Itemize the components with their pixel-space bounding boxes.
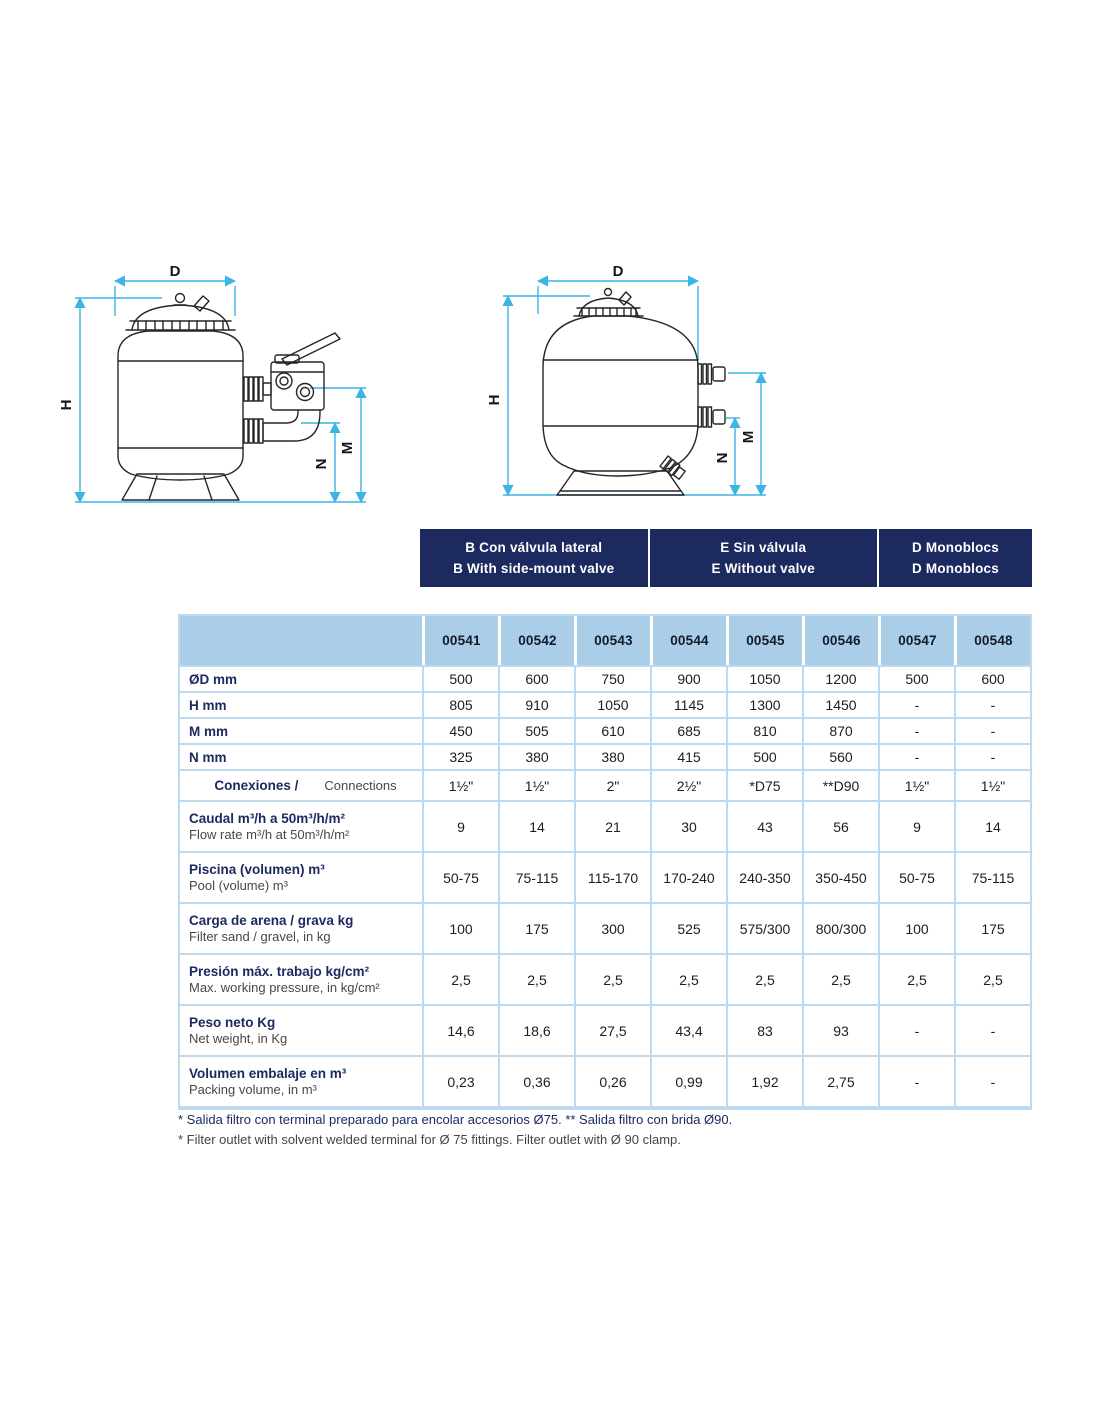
row-label-en: Packing volume, in m³ — [189, 1082, 317, 1097]
row-label-en: Net weight, in Kg — [189, 1031, 288, 1046]
dim-label-n: N — [714, 452, 731, 464]
value-cell: 525 — [650, 904, 726, 953]
value-cell: 2,5 — [954, 955, 1030, 1004]
table-row — [180, 953, 1030, 1004]
dim-label-d: D — [169, 263, 181, 280]
filter-tank-drawing — [118, 294, 340, 501]
row-label — [180, 904, 422, 953]
row-label-en: Flow rate m³/h at 50m³/h/m² — [189, 827, 350, 842]
value-cell: 610 — [574, 719, 650, 743]
band-line-es: E Sin válvula — [720, 540, 807, 555]
row-label-es: Volumen embalaje en m³ — [189, 1066, 347, 1081]
row-label-en: Max. working pressure, in kg/cm² — [189, 980, 380, 995]
dim-label-m: M — [740, 430, 757, 444]
row-label — [180, 745, 422, 769]
band-line-es: D Monoblocs — [912, 540, 999, 555]
model-header-cell: 00545 — [726, 616, 802, 665]
value-cell: 18,6 — [498, 1006, 574, 1055]
value-cell: 240-350 — [726, 853, 802, 902]
value-cell: 2" — [574, 771, 650, 800]
value-cell: - — [878, 745, 954, 769]
value-cell: 50-75 — [422, 853, 498, 902]
band-section-without-valve — [650, 529, 880, 587]
dim-label-h: H — [486, 394, 503, 406]
value-cell: 0,23 — [422, 1057, 498, 1106]
value-cell: - — [954, 1006, 1030, 1055]
value-cell: 870 — [802, 719, 878, 743]
value-cell: 83 — [726, 1006, 802, 1055]
model-header-cell: 00543 — [574, 616, 650, 665]
row-label-es: Presión máx. trabajo kg/cm² — [189, 964, 370, 979]
value-cell: 175 — [954, 904, 1030, 953]
row-label — [180, 719, 422, 743]
row-label — [180, 1057, 422, 1106]
value-cell: 500 — [726, 745, 802, 769]
row-label-es: Carga de arena / grava kg — [189, 913, 354, 928]
dim-label-n: N — [313, 458, 330, 470]
value-cell: 2,5 — [726, 955, 802, 1004]
value-cell: 805 — [422, 693, 498, 717]
value-cell: - — [878, 693, 954, 717]
band-section-monoblocs — [879, 529, 1032, 587]
model-header-cell: 00546 — [802, 616, 878, 665]
value-cell: 1½" — [498, 771, 574, 800]
value-cell: 500 — [878, 667, 954, 691]
value-cell: 9 — [422, 802, 498, 851]
value-cell: 0,36 — [498, 1057, 574, 1106]
row-label — [180, 771, 422, 800]
value-cell: 14,6 — [422, 1006, 498, 1055]
row-label-es: N mm — [189, 749, 227, 765]
value-cell: 0,26 — [574, 1057, 650, 1106]
value-cell: - — [878, 1057, 954, 1106]
value-cell: 1½" — [878, 771, 954, 800]
value-cell: 1050 — [726, 667, 802, 691]
value-cell: 14 — [954, 802, 1030, 851]
value-cell: - — [954, 1057, 1030, 1106]
value-cell: 1050 — [574, 693, 650, 717]
table-row — [180, 1004, 1030, 1055]
footnote-es: * Salida filtro con terminal preparado para encolar accesorios Ø75. ** Salida filtro con brida Ø90. — [178, 1112, 733, 1127]
dim-label-d: D — [612, 263, 624, 280]
value-cell: 325 — [422, 745, 498, 769]
value-cell: 100 — [422, 904, 498, 953]
value-cell: 500 — [422, 667, 498, 691]
value-cell: 750 — [574, 667, 650, 691]
value-cell: 2,5 — [422, 955, 498, 1004]
value-cell: 910 — [498, 693, 574, 717]
spec-table — [178, 614, 1032, 1110]
table-header-row — [180, 616, 1030, 665]
value-cell: - — [954, 693, 1030, 717]
value-cell: 1½" — [422, 771, 498, 800]
value-cell: 1,92 — [726, 1057, 802, 1106]
value-cell: 100 — [878, 904, 954, 953]
value-cell: - — [878, 1006, 954, 1055]
value-cell: 75-115 — [954, 853, 1030, 902]
model-header-cell: 00547 — [878, 616, 954, 665]
value-cell: 1½" — [954, 771, 1030, 800]
table-corner-cell — [180, 616, 422, 665]
value-cell: 50-75 — [878, 853, 954, 902]
dim-label-m: M — [339, 441, 356, 455]
row-label — [180, 955, 422, 1004]
value-cell: 56 — [802, 802, 878, 851]
value-cell: - — [954, 719, 1030, 743]
value-cell: 380 — [498, 745, 574, 769]
value-cell: 2,5 — [650, 955, 726, 1004]
row-label-es: Piscina (volumen) m³ — [189, 862, 325, 877]
footnotes — [178, 1110, 732, 1150]
value-cell: 2½" — [650, 771, 726, 800]
value-cell: 27,5 — [574, 1006, 650, 1055]
row-label-en: Connections — [324, 777, 397, 793]
band-line-en: D Monoblocs — [912, 561, 999, 576]
value-cell: 14 — [498, 802, 574, 851]
band-line-en: E Without valve — [711, 561, 815, 576]
value-cell: 0,99 — [650, 1057, 726, 1106]
table-row — [180, 717, 1030, 743]
category-band — [420, 529, 1032, 587]
value-cell: 2,75 — [802, 1057, 878, 1106]
table-row — [180, 769, 1030, 800]
value-cell: *D75 — [726, 771, 802, 800]
value-cell: 175 — [498, 904, 574, 953]
row-label-en: Filter sand / gravel, in kg — [189, 929, 331, 944]
row-label — [180, 693, 422, 717]
value-cell: 450 — [422, 719, 498, 743]
value-cell: 560 — [802, 745, 878, 769]
table-row — [180, 665, 1030, 691]
value-cell: 685 — [650, 719, 726, 743]
row-label — [180, 853, 422, 902]
value-cell: 43 — [726, 802, 802, 851]
value-cell: 9 — [878, 802, 954, 851]
value-cell: 2,5 — [498, 955, 574, 1004]
value-cell: 75-115 — [498, 853, 574, 902]
row-label-es: Peso neto Kg — [189, 1015, 276, 1030]
model-header-cell: 00548 — [954, 616, 1030, 665]
value-cell: 505 — [498, 719, 574, 743]
model-header-cell: 00544 — [650, 616, 726, 665]
row-label — [180, 667, 422, 691]
band-section-side-valve — [420, 529, 650, 587]
row-label-es: M mm — [189, 723, 229, 739]
band-line-en: B With side-mount valve — [453, 561, 615, 576]
value-cell: 2,5 — [878, 955, 954, 1004]
value-cell: 93 — [802, 1006, 878, 1055]
model-header-cell: 00542 — [498, 616, 574, 665]
value-cell: 415 — [650, 745, 726, 769]
row-label-es: Caudal m³/h a 50m³/h/m² — [189, 811, 346, 826]
table-row — [180, 902, 1030, 953]
value-cell: 21 — [574, 802, 650, 851]
value-cell: 600 — [498, 667, 574, 691]
table-row — [180, 851, 1030, 902]
band-line-es: B Con válvula lateral — [465, 540, 603, 555]
row-label-es: ØD mm — [189, 671, 238, 687]
row-label — [180, 802, 422, 851]
row-label — [180, 1006, 422, 1055]
filter-diagram-no-valve — [478, 260, 798, 522]
value-cell: 170-240 — [650, 853, 726, 902]
filter-diagram-side-valve — [58, 260, 388, 522]
value-cell: 1450 — [802, 693, 878, 717]
value-cell: 810 — [726, 719, 802, 743]
table-row — [180, 800, 1030, 851]
value-cell: 2,5 — [574, 955, 650, 1004]
row-label-es: H mm — [189, 697, 227, 713]
row-label-en: Pool (volume) m³ — [189, 878, 288, 893]
value-cell: 900 — [650, 667, 726, 691]
table-row — [180, 743, 1030, 769]
value-cell: 2,5 — [802, 955, 878, 1004]
dim-label-h: H — [58, 399, 75, 411]
value-cell: 300 — [574, 904, 650, 953]
table-row — [180, 1055, 1030, 1106]
value-cell: 800/300 — [802, 904, 878, 953]
value-cell: 600 — [954, 667, 1030, 691]
value-cell: 575/300 — [726, 904, 802, 953]
footnote-en: * Filter outlet with solvent welded terminal for Ø 75 fittings. Filter outlet with Ø 90 clamp. — [178, 1132, 681, 1147]
value-cell: 115-170 — [574, 853, 650, 902]
value-cell: 30 — [650, 802, 726, 851]
value-cell: 43,4 — [650, 1006, 726, 1055]
value-cell: 1300 — [726, 693, 802, 717]
value-cell: 1200 — [802, 667, 878, 691]
value-cell: **D90 — [802, 771, 878, 800]
value-cell: 350-450 — [802, 853, 878, 902]
model-header-cell: 00541 — [422, 616, 498, 665]
table-row — [180, 691, 1030, 717]
value-cell: - — [878, 719, 954, 743]
value-cell: 1145 — [650, 693, 726, 717]
value-cell: 380 — [574, 745, 650, 769]
row-label-es: Conexiones / — [214, 778, 299, 793]
value-cell: - — [954, 745, 1030, 769]
